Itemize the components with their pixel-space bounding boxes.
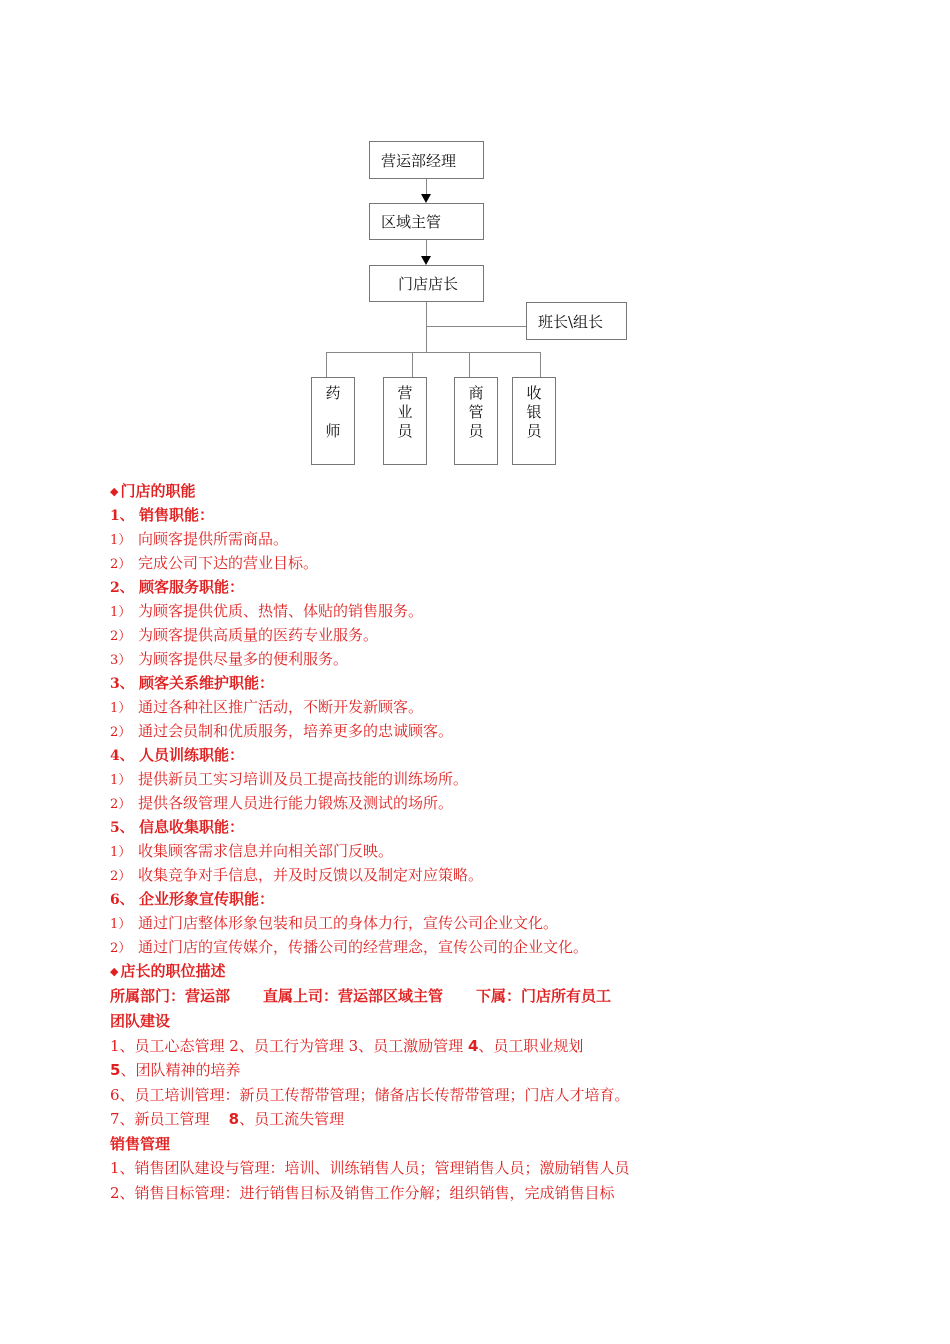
heading-text: 店长的职位描述	[120, 962, 226, 980]
org-char: 管	[468, 403, 484, 421]
diamond-bullet-icon: ◆	[110, 965, 119, 978]
item-text: 通过各种社区推广活动，不断开发新顾客。	[138, 698, 424, 716]
function-heading	[110, 671, 910, 695]
department-label: 所属部门：营运部	[110, 987, 231, 1005]
sales-management-title: 销售管理	[110, 1134, 171, 1153]
function-title: 信息收集职能：	[139, 818, 245, 836]
list-item	[110, 719, 910, 743]
item-number: 1）	[110, 773, 132, 788]
item-number: 1）	[110, 917, 132, 932]
org-box-merchandiser	[454, 377, 498, 465]
store-functions-list	[110, 503, 910, 959]
function-title: 顾客关系维护职能：	[139, 674, 275, 692]
function-title: 销售职能：	[139, 506, 215, 524]
function-number: 5、	[110, 820, 134, 836]
list-item	[110, 791, 910, 815]
connector-line	[426, 179, 427, 194]
connector-line	[426, 302, 427, 352]
list-item	[110, 599, 910, 623]
team-building-title: 团队建设	[110, 1012, 171, 1030]
item-text: 为顾客提供高质量的医药专业服务。	[138, 626, 379, 644]
item-number: 3）	[110, 653, 132, 668]
org-box-ops-manager	[369, 141, 484, 179]
org-label-store-manager: 门店店长	[398, 275, 459, 293]
team-line	[110, 1107, 910, 1132]
item-number: 1）	[110, 845, 132, 860]
item-text: 提供新员工实习培训及员工提高技能的训练场所。	[138, 770, 469, 788]
item-text: 提供各级管理人员进行能力锻炼及测试的场所。	[138, 794, 454, 812]
org-char: 商	[468, 384, 484, 402]
heading-text: 门店的职能	[120, 482, 196, 500]
document-body	[110, 479, 910, 1205]
function-heading	[110, 887, 910, 911]
connector-line	[540, 352, 541, 377]
connector-line	[412, 352, 413, 377]
item-text: 向顾客提供所需商品。	[138, 530, 289, 548]
item-number: 1）	[110, 605, 132, 620]
item-number: 2）	[110, 869, 132, 884]
team-line	[110, 1058, 910, 1083]
org-char: 业	[397, 403, 413, 421]
item-text: 为顾客提供尽量多的便利服务。	[138, 650, 349, 668]
list-item	[110, 647, 910, 671]
org-char: 师	[325, 422, 341, 440]
item-text: 为顾客提供优质、热情、体贴的销售服务。	[138, 602, 424, 620]
list-item	[110, 935, 910, 959]
function-number: 2、	[110, 580, 134, 596]
arrow-down-icon	[421, 256, 431, 265]
function-title: 人员训练职能：	[139, 746, 245, 764]
org-box-area-supervisor	[369, 203, 484, 240]
org-label-team-leader: 班长\组长	[538, 312, 604, 331]
item-text: 通过门店的宣传媒介，传播公司的经营理念，宣传公司的企业文化。	[138, 938, 589, 956]
function-number: 1、	[110, 508, 134, 524]
connector-line	[326, 352, 541, 353]
item-number: 2）	[110, 557, 132, 572]
list-item	[110, 863, 910, 887]
function-heading	[110, 503, 910, 527]
function-number: 3、	[110, 676, 134, 692]
superior-label: 直属上司：营运部区域主管	[263, 987, 444, 1005]
sales-line: 1、销售团队建设与管理：培训、训练销售人员；管理销售人员；激励销售人员	[110, 1159, 630, 1177]
org-char: 员	[468, 422, 484, 440]
section-heading-store-functions	[110, 479, 910, 503]
section-heading-manager-desc	[110, 959, 910, 983]
line-text: 、团队精神的培养	[120, 1061, 241, 1079]
connector-line	[426, 326, 526, 327]
item-number: 2）	[110, 629, 132, 644]
function-heading	[110, 743, 910, 767]
line-text: 、员工流失管理	[239, 1110, 345, 1128]
list-item	[110, 695, 910, 719]
item-number: 2）	[110, 797, 132, 812]
connector-line	[426, 240, 427, 256]
connector-line	[326, 352, 327, 377]
org-box-team-leader	[526, 302, 627, 340]
org-label-area-supervisor: 区域主管	[381, 213, 442, 231]
function-number: 4、	[110, 748, 134, 764]
list-item	[110, 623, 910, 647]
org-char: 收	[526, 384, 542, 402]
org-box-sales-clerk	[383, 377, 427, 465]
item-text: 收集竞争对手信息，并及时反馈以及制定对应策略。	[138, 866, 484, 884]
org-char: 员	[397, 422, 413, 440]
line-text: 1、员工心态管理 2、员工行为管理 3、员工激励管理	[110, 1036, 468, 1055]
list-item	[110, 551, 910, 575]
position-meta	[110, 983, 910, 1009]
connector-line	[469, 352, 470, 377]
item-text: 完成公司下达的营业目标。	[138, 554, 319, 572]
org-char: 员	[526, 422, 542, 440]
line-text: 7、新员工管理	[110, 1110, 229, 1128]
sales-line: 2、销售目标管理：进行销售目标及销售工作分解；组织销售，完成销售目标	[110, 1183, 615, 1202]
function-title: 企业形象宣传职能：	[139, 890, 275, 908]
line-text: 6、员工培训管理：新员工传帮带管理；储备店长传帮带管理；门店人才培育。	[110, 1085, 630, 1104]
team-line	[110, 1083, 910, 1108]
org-box-store-manager	[369, 265, 484, 302]
item-text: 收集顾客需求信息并向相关部门反映。	[138, 842, 394, 860]
line-text: 、员工职业规划	[478, 1036, 584, 1055]
line-number: 8	[228, 1110, 240, 1128]
arrow-down-icon	[421, 194, 431, 203]
list-item	[110, 767, 910, 791]
function-heading	[110, 575, 910, 599]
list-item	[110, 911, 910, 935]
org-char: 药	[325, 384, 341, 402]
org-char: 营	[397, 384, 413, 402]
org-box-cashier	[512, 377, 556, 465]
diamond-bullet-icon: ◆	[110, 485, 119, 498]
function-number: 6、	[110, 892, 134, 908]
item-number: 2）	[110, 725, 132, 740]
team-line	[110, 1034, 910, 1059]
item-text: 通过门店整体形象包装和员工的身体力行，宣传公司企业文化。	[138, 914, 559, 932]
line-number: 5	[110, 1061, 121, 1079]
item-number: 1）	[110, 533, 132, 548]
org-box-pharmacist	[311, 377, 355, 465]
org-label-ops-manager: 营运部经理	[381, 151, 457, 170]
org-char: 银	[526, 403, 542, 421]
list-item	[110, 527, 910, 551]
function-title: 顾客服务职能：	[139, 578, 245, 596]
function-heading	[110, 815, 910, 839]
item-number: 2）	[110, 941, 132, 956]
item-number: 1）	[110, 701, 132, 716]
subordinates-label: 下属：门店所有员工	[476, 987, 612, 1005]
list-item	[110, 839, 910, 863]
line-number: 4	[467, 1036, 479, 1055]
item-text: 通过会员制和优质服务，培养更多的忠诚顾客。	[138, 722, 454, 740]
